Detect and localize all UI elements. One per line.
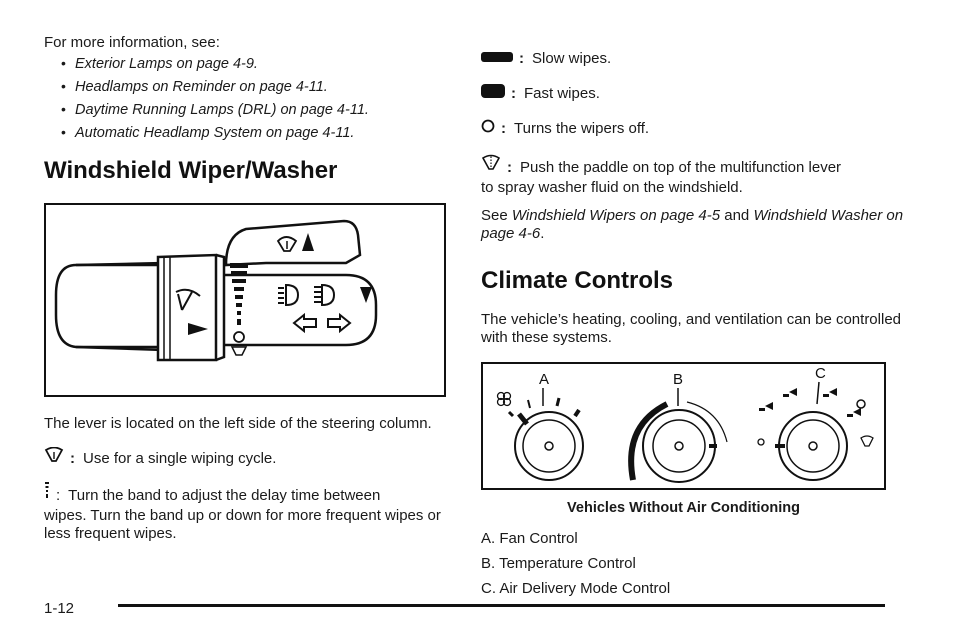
reference-automatic-headlamp[interactable]: • Automatic Headlamp System on page 4-11. xyxy=(61,124,446,142)
left-column xyxy=(44,34,446,543)
legend-temperature-control: B. Temperature Control xyxy=(481,555,636,572)
delay-row: : Turn the band to adjust the delay time between xyxy=(44,482,446,505)
reference-headlamps-reminder[interactable]: • Headlamps on Reminder on page 4-11. xyxy=(61,78,446,96)
mode-off-mark xyxy=(758,439,764,445)
fan-control-knob[interactable] xyxy=(509,398,583,480)
link-windshield-washer[interactable]: Windshield Washer on page 4-6 xyxy=(481,207,904,242)
defrost-icon xyxy=(861,436,873,446)
page-number: 1-12 xyxy=(44,600,75,617)
wiper-lever-illustration xyxy=(46,205,444,395)
legend-air-delivery-mode: C. Air Delivery Mode Control xyxy=(481,580,671,597)
air-delivery-mode-knob[interactable] xyxy=(775,412,847,480)
slow-row: : Slow wipes. xyxy=(481,50,911,68)
climate-legend xyxy=(481,530,911,598)
fast-wipe-icon xyxy=(481,84,505,103)
see-end: . xyxy=(540,225,545,242)
reference-list xyxy=(44,55,446,142)
wiper-washer-heading: Windshield Wiper/Washer xyxy=(44,157,338,184)
off-text: Turns the wipers off. xyxy=(514,120,650,137)
legend-fan-control: A. Fan Control xyxy=(481,530,578,547)
slow-text: Slow wipes. xyxy=(532,50,612,67)
climate-knobs-illustration xyxy=(483,364,884,488)
climate-controls-heading: Climate Controls xyxy=(481,267,674,294)
reference-exterior-lamps[interactable]: • Exterior Lamps on page 4-9. xyxy=(61,55,446,73)
see-word: See xyxy=(481,207,508,224)
mist-icon xyxy=(44,447,64,468)
label-b: B xyxy=(673,371,684,388)
slow-wipe-icon xyxy=(481,50,513,68)
climate-controls-figure xyxy=(481,362,886,490)
delay-bar-icon xyxy=(44,482,50,505)
fast-row: : Fast wipes. xyxy=(481,84,911,103)
delay-text-line2: wipes. Turn the band up or down for more frequent wipes or less frequent wipes. xyxy=(44,507,441,542)
washer-icon xyxy=(481,154,501,177)
washer-text-line1: Push the paddle on top of the multifunction lever xyxy=(520,159,842,176)
reference-drl[interactable]: • Daytime Running Lamps (DRL) on page 4-11. xyxy=(61,101,446,119)
lever-location-text: The lever is located on the left side of the steering column. xyxy=(44,415,432,432)
link-windshield-wipers[interactable]: Windshield Wipers on page 4-5 xyxy=(511,207,721,224)
label-c: C xyxy=(815,365,826,382)
fan-icon xyxy=(498,393,511,406)
mist-text: Use for a single wiping cycle. xyxy=(83,450,277,467)
washer-row: : Push the paddle on top of the multifunction lever xyxy=(481,154,911,177)
footer-rule xyxy=(118,604,885,607)
washer-text-line2: to spray washer fluid on the windshield. xyxy=(481,179,743,196)
wiper-lever-figure xyxy=(44,203,446,397)
see-also-paragraph xyxy=(481,207,911,243)
fast-text: Fast wipes. xyxy=(524,85,600,102)
climate-intro-text: The vehicle’s heating, cooling, and ventilation can be controlled with these systems. xyxy=(481,311,901,346)
mist-row: : Use for a single wiping cycle. xyxy=(44,447,446,468)
temperature-control-knob[interactable] xyxy=(631,402,727,482)
off-row: : Turns the wipers off. xyxy=(481,119,911,138)
delay-text-line1: Turn the band to adjust the delay time between xyxy=(68,487,381,504)
off-circle-icon xyxy=(481,119,495,138)
references-intro: For more information, see: xyxy=(44,34,220,51)
see-and: and xyxy=(724,207,750,224)
figure-caption: Vehicles Without Air Conditioning xyxy=(567,500,800,516)
right-column xyxy=(481,50,911,605)
label-a: A xyxy=(539,371,550,388)
